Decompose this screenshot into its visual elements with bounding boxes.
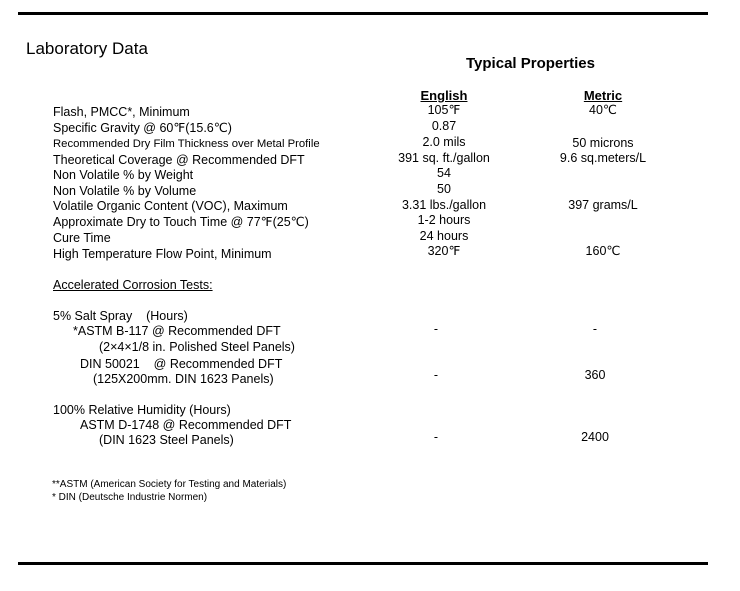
bottom-rule — [18, 562, 708, 565]
astm-b117-panels-label: (2×4×1/8 in. Polished Steel Panels) — [99, 340, 295, 354]
footnote-astm: **ASTM (American Society for Testing and Materials) — [52, 479, 287, 490]
property-english-value: 24 hours — [419, 229, 469, 243]
property-label: Non Volatile % by Volume — [53, 184, 197, 198]
astm-d1748-metric-value: 2400 — [581, 430, 609, 444]
property-english-value: 105℉ — [427, 103, 461, 117]
property-metric-value: 9.6 sq.meters/L — [559, 151, 647, 165]
astm-d1748-label: ASTM D-1748 @ Recommended DFT — [80, 418, 292, 432]
astm-b117-label: *ASTM B-117 @ Recommended DFT — [73, 324, 281, 338]
property-label: Recommended Dry Film Thickness over Metal Profile — [53, 138, 320, 150]
property-label: Approximate Dry to Touch Time @ 77℉(25℃) — [53, 215, 309, 229]
property-english-value: 3.31 lbs./gallon — [401, 198, 487, 212]
property-english-value: 54 — [437, 166, 451, 180]
property-label: Theoretical Coverage @ Recommended DFT — [53, 153, 305, 167]
section-title: Laboratory Data — [26, 39, 148, 58]
astm-d1748-english-value: - — [433, 430, 439, 444]
property-label: Flash, PMCC*, Minimum — [53, 105, 190, 119]
property-english-value: 391 sq. ft./gallon — [398, 151, 490, 165]
property-english-value: 320℉ — [427, 244, 461, 258]
property-metric-value: 160℃ — [585, 244, 621, 258]
astm-b117-metric-value: - — [592, 322, 598, 336]
column-header-metric: Metric — [583, 88, 623, 103]
top-rule — [18, 12, 708, 15]
column-header-english: English — [420, 88, 468, 103]
footnote-din: * DIN (Deutsche Industrie Normen) — [52, 492, 208, 503]
astm-d1748-panels-label: (DIN 1623 Steel Panels) — [99, 433, 234, 447]
property-label: High Temperature Flow Point, Minimum — [53, 247, 272, 261]
typical-properties-heading: Typical Properties — [466, 55, 595, 72]
astm-b117-english-value: - — [433, 322, 439, 336]
property-english-value: 1-2 hours — [417, 213, 471, 227]
din-50021-panels-label: (125X200mm. DIN 1623 Panels) — [93, 372, 274, 386]
corrosion-tests-heading: Accelerated Corrosion Tests: — [53, 278, 213, 292]
property-english-value: 0.87 — [431, 119, 457, 133]
property-english-value: 2.0 mils — [422, 135, 466, 149]
property-metric-value: 397 grams/L — [568, 198, 638, 212]
salt-spray-label: 5% Salt Spray (Hours) — [53, 309, 188, 323]
property-label: Cure Time — [53, 231, 111, 245]
property-label: Volatile Organic Content (VOC), Maximum — [53, 199, 288, 213]
property-label: Specific Gravity @ 60℉(15.6℃) — [53, 121, 232, 135]
humidity-label: 100% Relative Humidity (Hours) — [53, 403, 231, 417]
property-metric-value: 50 microns — [572, 136, 634, 150]
din-50021-label: DIN 50021 @ Recommended DFT — [80, 357, 283, 371]
property-english-value: 50 — [437, 182, 451, 196]
property-metric-value: 40℃ — [589, 103, 617, 117]
property-label: Non Volatile % by Weight — [53, 168, 194, 182]
din-50021-metric-value: 360 — [584, 368, 606, 382]
din-50021-english-value: - — [433, 368, 439, 382]
